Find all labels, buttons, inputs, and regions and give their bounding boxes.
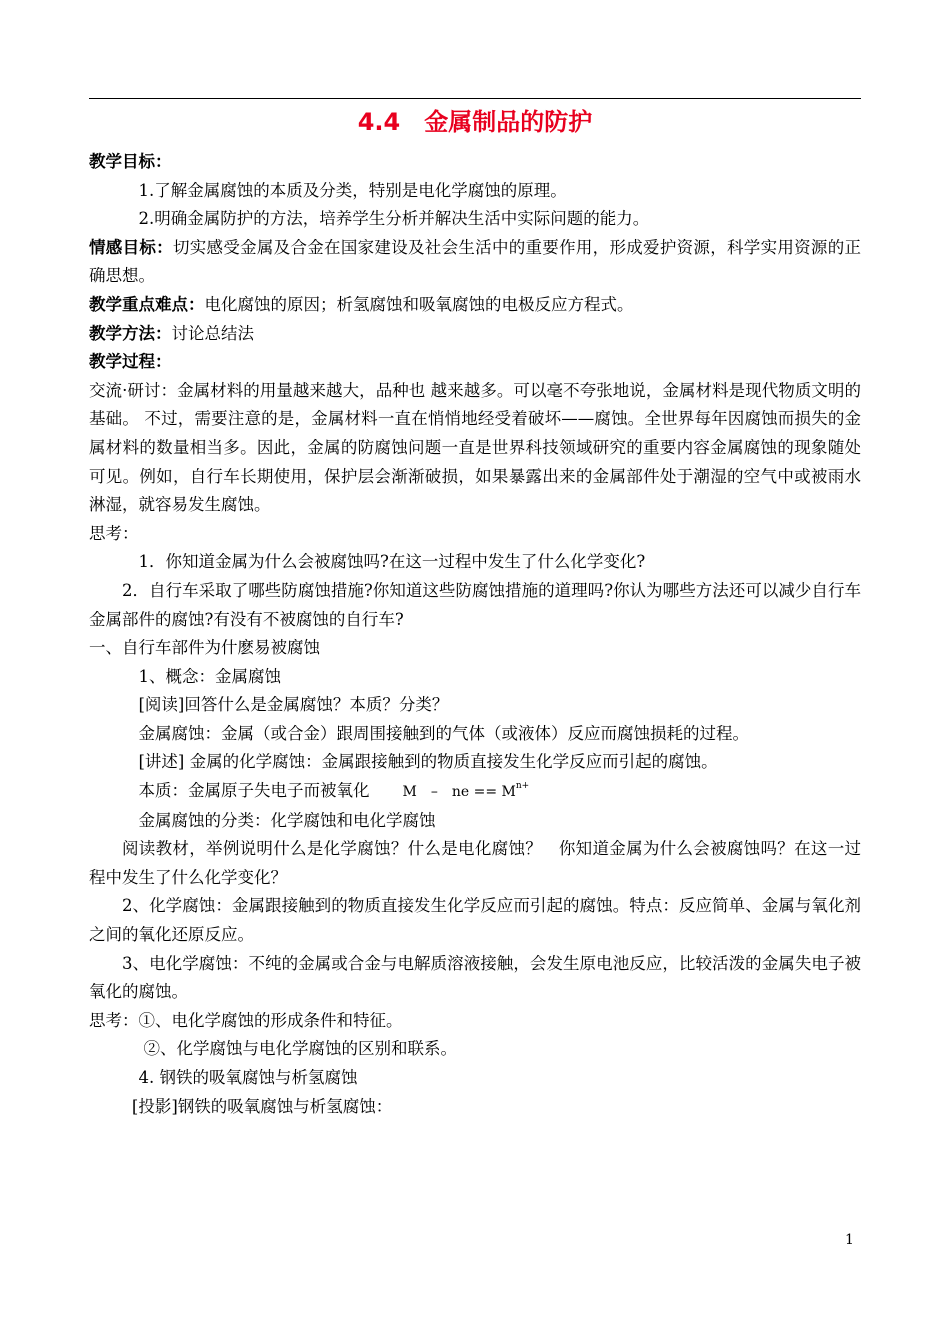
think2-item-a: ①、电化学腐蚀的形成条件和特征。 — [138, 1010, 403, 1030]
keypoints-paragraph — [89, 291, 861, 320]
electrochemical-corrosion-paragraph: 3、电化学腐蚀：不纯的金属或合金与电解质溶液接触，会发生原电池反应，比较活泼的金属失电子被氧化的腐蚀。 — [89, 953, 861, 1002]
think-item-2: 2．自行车采取了哪些防腐蚀措施?你知道这些防腐蚀措施的道理吗?你认为哪些方法还可以减少自行车金属部件的腐蚀?有没有不被腐蚀的自行车? — [89, 580, 861, 629]
emotion-text: 切实感受金属及合金在国家建设及社会生活中的重要作用，形成爱护资源，科学实用资源的正确思想。 — [89, 237, 862, 286]
think2-item-b: ②、化学腐蚀与电化学腐蚀的区别和联系。 — [143, 1039, 457, 1059]
lecture-line: [讲述] 金属的化学腐蚀：金属跟接触到的物质直接发生化学反应而引起的腐蚀。 — [138, 752, 718, 772]
read-line: [阅读]回答什么是金属腐蚀？本质？分类？ — [138, 695, 449, 715]
keypoints-text: 电化腐蚀的原因；析氢腐蚀和吸氧腐蚀的电极反应方程式。 — [204, 294, 634, 314]
chemical-corrosion-paragraph: 2、化学腐蚀：金属跟接触到的物质直接发生化学反应而引起的腐蚀。特点：反应简单、金属与氧化剂之间的氧化还原反应。 — [89, 896, 861, 945]
method-paragraph — [89, 320, 861, 349]
projection-line: [投影]钢铁的吸氧腐蚀与析氢腐蚀： — [131, 1096, 393, 1116]
intro-paragraph: 交流·研讨：金属材料的用量越来越大，品种也 越来越多。可以毫不夸张地说，金属材料是现代物质文明的基础。 不过，需要注意的是，金属材料一直在悄悄地经受着破坏——腐蚀。全世界每年因腐蚀而损失的金属材料的数量相当多。因此，金属的防腐蚀问题一直是世界科技领域研究的重要内容金属腐蚀的现象随处可见。例如，自行车长期使用，保护层会渐渐破损，如果暴露出来的金属部件处于潮湿的空气中或被雨水淋湿，就容易发生腐蚀。 — [89, 380, 861, 515]
think-item-1: 1．你知道金属为什么会被腐蚀吗?在这一过程中发生了什么化学变化? — [138, 552, 646, 572]
section1-heading: 一、自行车部件为什麽易被腐蚀 — [89, 638, 320, 658]
objectives-label: 教学目标： — [89, 152, 172, 171]
essence-label: 本质：金属原子失电子而被氧化 — [138, 781, 370, 801]
method-label: 教学方法： — [89, 323, 172, 343]
method-text: 讨论总结法 — [171, 323, 254, 343]
process-label: 教学过程： — [89, 352, 172, 372]
equation-text: M – ne == M — [402, 784, 516, 801]
header-rule — [89, 98, 861, 99]
definition-line: 金属腐蚀：金属（或合金）跟周围接触到的气体（或液体）反应而腐蚀损耗的过程。 — [138, 723, 749, 743]
steel-heading: 4. 钢铁的吸氧腐蚀与析氢腐蚀 — [138, 1068, 358, 1087]
essence-equation — [402, 781, 530, 801]
page-title: 4.4 金属制品的防护 — [357, 108, 593, 136]
page-number: 1 — [845, 1232, 854, 1248]
emotion-label: 情感目标： — [89, 237, 173, 257]
objectives-heading — [89, 148, 861, 177]
emotion-paragraph — [89, 234, 861, 291]
objective-item-2: 2.明确金属防护的方法，培养学生分析并解决生活中实际问题的能力。 — [138, 209, 650, 229]
think2-label: 思考： — [89, 1010, 139, 1030]
document-body — [89, 148, 861, 1121]
think-label: 思考： — [89, 523, 139, 543]
classify-line: 金属腐蚀的分类：化学腐蚀和电化学腐蚀 — [138, 810, 436, 830]
keypoints-label: 教学重点难点： — [89, 294, 205, 314]
essence-line — [89, 777, 861, 807]
think2-line — [89, 1007, 861, 1036]
concept-line: 1、概念：金属腐蚀 — [138, 666, 281, 686]
equation-superscript: n+ — [515, 781, 530, 792]
process-heading — [89, 348, 861, 377]
read2-paragraph: 阅读教材，举例说明什么是化学腐蚀？什么是电化腐蚀？ 你知道金属为什么会被腐蚀吗？在这一过程中发生了什么化学变化？ — [89, 839, 861, 887]
objective-item-1: 1.了解金属腐蚀的本质及分类，特别是电化学腐蚀的原理。 — [138, 180, 567, 200]
